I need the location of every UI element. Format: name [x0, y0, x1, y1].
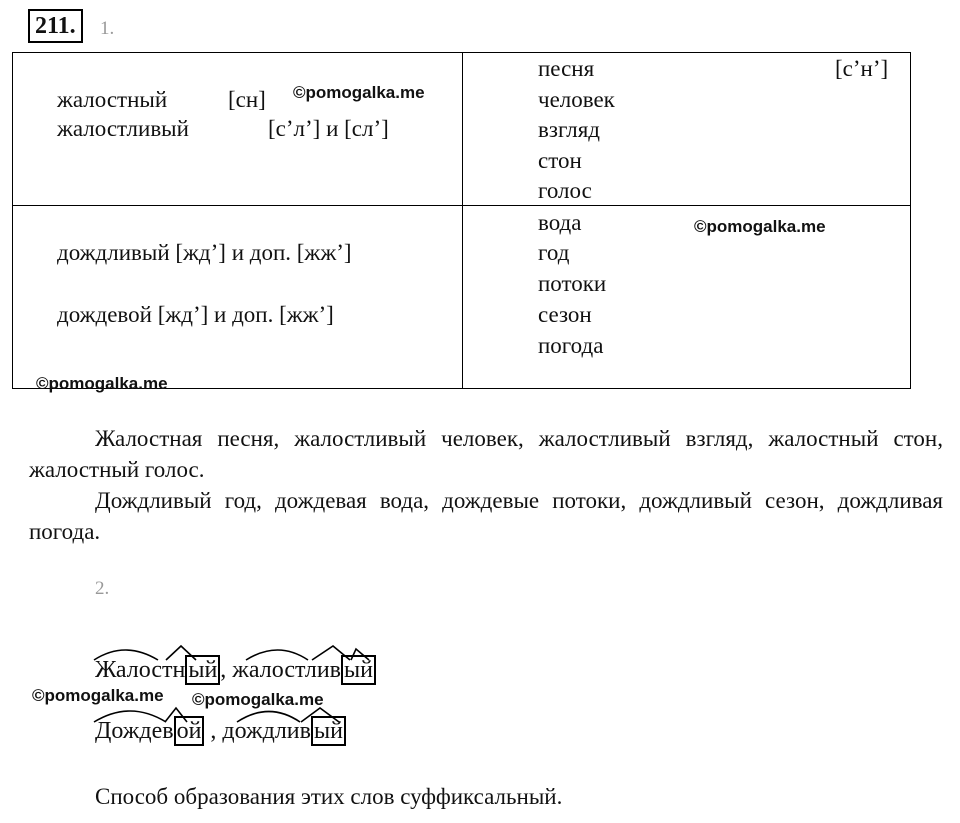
word-ending-box: ый — [185, 655, 220, 685]
suffix-caret — [301, 708, 339, 722]
watermark: ©pomogalka.me — [694, 217, 826, 236]
suffix-caret — [312, 646, 350, 660]
root-arc — [94, 650, 158, 660]
separator: , — [204, 718, 223, 744]
list-item: сезон — [538, 302, 592, 327]
word-stem: Жалостн — [95, 657, 186, 683]
word-stem: жалостлив — [232, 657, 342, 683]
word-ending-box: ый — [341, 655, 376, 685]
list-item: год — [538, 240, 570, 265]
watermark: ©pomogalka.me — [36, 374, 168, 393]
part-2-label: 2. — [95, 578, 110, 599]
exercise-number: 211. — [28, 9, 83, 43]
part-1-label: 1. — [100, 18, 115, 39]
list-item: песня — [538, 56, 595, 81]
word-dozhdevoy: дождевой [жд’] и доп. [жж’] — [57, 302, 334, 327]
list-item: потоки — [538, 271, 607, 296]
word-ending-box: ой — [174, 716, 205, 746]
conclusion-text: Способ образования этих слов суффиксальный. — [95, 784, 563, 809]
list-item: погода — [538, 333, 604, 358]
separator: , — [220, 657, 233, 683]
list-item: вода — [538, 210, 582, 235]
suffix-caret — [165, 708, 187, 722]
paragraph-phrases-2: Дождливый год, дождевая вода, дождевые потоки, дождливый сезон, дождливая погода. — [29, 488, 943, 544]
list-item: голос — [538, 178, 592, 203]
watermark: ©pomogalka.me — [293, 83, 425, 102]
sound-sl: [с’л’] и [сл’] — [268, 116, 389, 141]
word-dozhdlivy: дождливый [жд’] и доп. [жж’] — [57, 240, 352, 265]
word-zhalostlivy: жалостливый — [57, 116, 189, 141]
paragraph-phrases-1: Жалостная песня, жалостливый человек, жалостливый взгляд, жалостный стон, жалостный голос. — [29, 426, 943, 482]
sound-sn-soft: [с’н’] — [835, 56, 889, 81]
sound-sn: [сн] — [228, 87, 266, 112]
word-stem: дождлив — [222, 718, 311, 744]
word-stem: Дождев — [95, 718, 174, 744]
watermark: ©pomogalka.me — [32, 686, 164, 705]
suffix-caret — [351, 649, 369, 660]
watermark: ©pomogalka.me — [192, 690, 324, 709]
suffix-caret — [166, 646, 196, 660]
root-arc — [246, 650, 308, 660]
list-item: человек — [538, 87, 615, 112]
list-item: стон — [538, 148, 582, 173]
word-zhalostny: жалостный — [57, 87, 168, 112]
root-arc — [237, 712, 300, 723]
word-ending-box: ый — [311, 716, 346, 746]
list-item: взгляд — [538, 117, 600, 142]
root-arc — [94, 711, 166, 722]
